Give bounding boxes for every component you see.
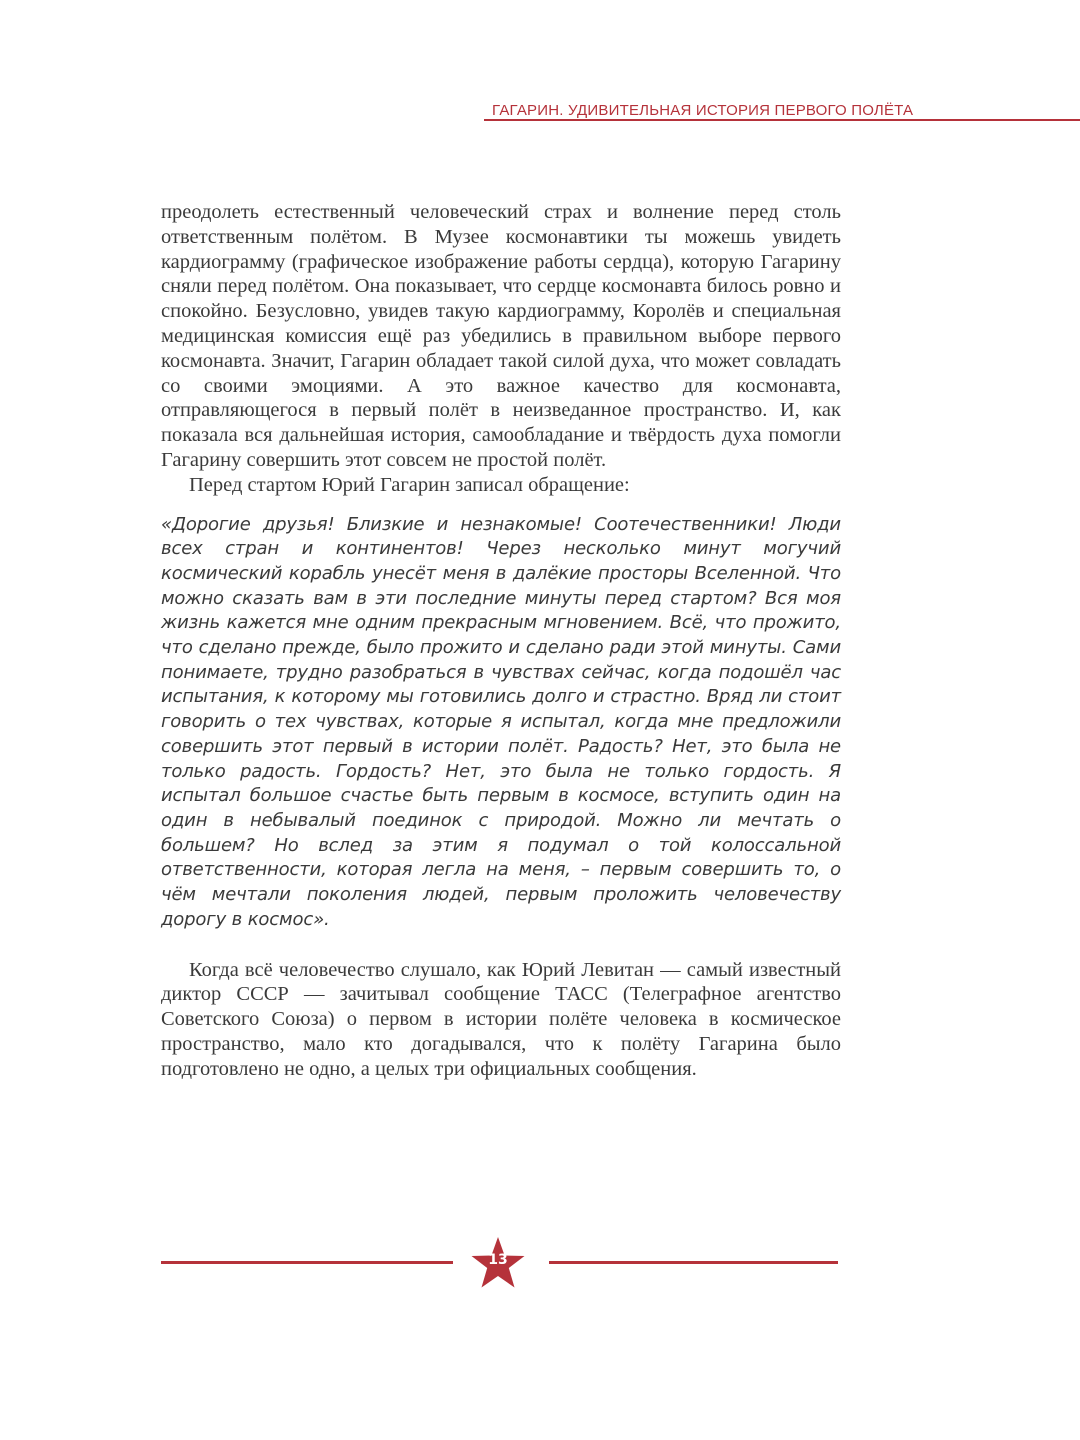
header-rule [484,119,1080,121]
gagarin-quote: «Дорогие друзья! Близкие и незнакомые! Соотечественники! Люди всех стран и континентов! Через несколько минут могучий космический корабль унесёт меня в далёкие просторы Вселенной. Что можно сказать вам в эти последние минуты перед стартом? Вся моя жизнь кажется мне одним прекрасным мгновением. Всё, что прожито, что сделано прежде, было прожито и сделано ради этой минуты. Сами понимаете, трудно разобраться в чувствах сейчас, когда подошёл час испытания, к которому мы готовились долго и страстно. Вряд ли стоит говорить о тех чувствах, которые я испытал, когда мне предложили совершить этот первый в истории полёт. Радость? Нет, это была не только радость. Гордость? Нет, это была не только гордость. Я испытал большое счастье быть первым в космосе, вступить один на один в небывалый поединок с природой. Можно ли мечтать о большем? Но вслед за этим я подумал о той колоссальной ответственности, которая легла на меня, – первым совершить то, о чём мечтали поколения людей, первым проложить человечеству дорогу в космос». [161,513,841,930]
paragraph-1: преодолеть естественный человеческий страх и волнение перед столь ответственным полётом. В Музее космонавтики ты можешь увидеть кардиограмму (графическое изображение работы сердца), которую Гагарину сняли перед полётом. Она показывает, что сердце космонавта билось ровно и спокойно. Безусловно, увидев такую кардиограмму, Королёв и специальная медицинская комиссия ещё раз убедились в правильном выборе первого космонавта. Значит, Гагарин обладает такой силой духа, что может совладать со своими эмоциями. А это важное качество для космонавта, отправляющегося в первый полёт в неизведанное пространство. И, как показала вся дальнейшая история, самообладание и твёрдость духа помогли Гагарину совершить этот совсем не простой полёт. [161,201,841,471]
footer-rule-right [549,1261,838,1264]
body-text [161,200,841,1082]
paragraph-3: Когда всё человечество слушало, как Юрий Левитан — самый известный диктор СССР — зачитывал сообщение ТАСС (Телеграфное агентство Советского Союза) о первом в истории полёте человека в космическое пространство, мало кто догадывался, что к полёту Гагарина было подготовлено не одно, а целых три официальных сообщения. [161,958,841,1080]
running-header: ГАГАРИН. УДИВИТЕЛЬНАЯ ИСТОРИЯ ПЕРВОГО ПОЛЁТА [492,102,914,119]
page-number: 13 [488,1252,508,1268]
footer-rule-left [161,1261,453,1264]
paragraph-2: Перед стартом Юрий Гагарин записал обращение: [189,473,630,496]
